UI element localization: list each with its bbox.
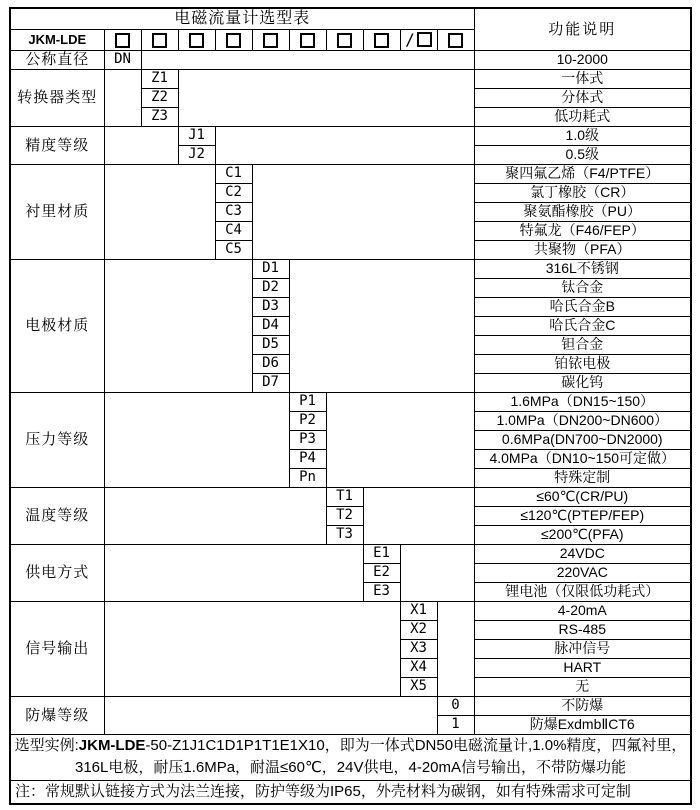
empty-cell [178,69,474,126]
desc-cell: 一体式 [474,69,691,88]
checkbox-cell-temperature [326,29,363,50]
label-explosion-proof: 防爆等级 [10,696,104,734]
code-cell: 0 [437,696,474,715]
code-cell: D3 [252,297,289,316]
desc-cell: 特殊定制 [474,468,691,487]
desc-cell: 共聚物（PFA） [474,240,691,259]
code-cell: T1 [326,487,363,506]
desc-cell: 1.0级 [474,126,691,145]
desc-cell: 4.0MPa（DN10~150可定做） [474,449,691,468]
example-line2: 316L电极，耐压1.6MPa，耐温≤60℃，24V供电，4-20mA信号输出，不带防爆功能 [74,759,627,776]
code-cell: C2 [215,183,252,202]
desc-cell: 1.6MPa（DN15~150） [474,392,691,411]
code-cell: P4 [289,449,326,468]
empty-cell [104,544,363,601]
example-model-code: JKM-LDE [78,737,146,754]
label-accuracy-class: 精度等级 [10,126,104,164]
desc-cell: 哈氏合金C [474,316,691,335]
code-cell: X1 [400,601,437,620]
desc-cell: 氯丁橡胶（CR） [474,183,691,202]
selection-example [10,734,691,780]
flowmeter-selection-table [9,7,692,805]
checkbox-icon [115,33,130,48]
desc-cell: 特氟龙（F46/FEP） [474,221,691,240]
empty-cell [104,259,252,392]
code-cell: C3 [215,202,252,221]
desc-cell: 24VDC [474,544,691,563]
label-lining-material: 衬里材质 [10,164,104,259]
code-cell: C5 [215,240,252,259]
code-cell: T3 [326,525,363,544]
slash-separator: / [405,30,415,50]
code-cell: J1 [178,126,215,145]
desc-cell: 低功耗式 [474,107,691,126]
model-prefix: JKM-LDE [10,29,104,50]
empty-cell [363,487,474,544]
empty-cell [252,164,474,259]
desc-cell: 脉冲信号 [474,639,691,658]
example-line1: -50-Z1J1C1D1P1T1E1X10，即为一体式DN50电磁流量计,1.0%精度，四氟衬里， [145,737,687,754]
empty-cell [104,126,178,164]
code-cell: P2 [289,411,326,430]
code-cell: C4 [215,221,252,240]
code-cell: Z2 [141,88,178,107]
checkbox-cell-lining [215,29,252,50]
code-cell: Z3 [141,107,178,126]
empty-cell [104,696,437,734]
desc-cell: 防爆ExdmbⅡCT6 [474,715,691,734]
empty-cell [141,50,474,69]
code-cell: X5 [400,677,437,696]
desc-cell: 碳化钨 [474,373,691,392]
empty-cell [104,487,326,544]
checkbox-icon [417,32,432,47]
desc-cell: ≤200℃(PFA) [474,525,691,544]
checkbox-icon [448,33,463,48]
code-cell: D4 [252,316,289,335]
desc-cell: 聚氨酯橡胶（PU） [474,202,691,221]
checkbox-cell-dn [104,29,141,50]
checkbox-icon [337,33,352,48]
empty-cell [437,601,474,696]
empty-cell [104,69,141,126]
empty-cell [289,259,474,392]
code-cell: E1 [363,544,400,563]
empty-cell [215,126,474,164]
empty-cell [400,544,474,601]
checkbox-icon [374,33,389,48]
checkbox-icon [152,33,167,48]
desc-cell: ≤60℃(CR/PU) [474,487,691,506]
checkbox-cell-signal [400,29,437,50]
empty-cell [104,164,215,259]
label-nominal-diameter: 公称直径 [10,50,104,69]
code-cell: P1 [289,392,326,411]
code-cell: X3 [400,639,437,658]
code-cell: E2 [363,563,400,582]
checkbox-icon [226,33,241,48]
empty-cell [104,601,400,696]
code-cell: E3 [363,582,400,601]
desc-cell: 锂电池（仅限低功耗式） [474,582,691,601]
code-cell: D2 [252,278,289,297]
label-temperature-rating: 温度等级 [10,487,104,544]
code-cell: D6 [252,354,289,373]
desc-cell: 4-20mA [474,601,691,620]
desc-cell: 铂铱电极 [474,354,691,373]
desc-cell: 钛合金 [474,278,691,297]
code-cell: P3 [289,430,326,449]
code-cell: DN [104,50,141,69]
footnote: 注：常规默认链接方式为法兰连接，防护等级为IP65，外壳材料为碳钢，如有特殊需求可定制 [10,780,691,804]
code-cell: C1 [215,164,252,183]
code-cell: X4 [400,658,437,677]
checkbox-cell-converter [141,29,178,50]
label-pressure-rating: 压力等级 [10,392,104,487]
desc-cell: ≤120℃(PTEP/FEP) [474,506,691,525]
desc-cell: 不防爆 [474,696,691,715]
code-cell: X2 [400,620,437,639]
desc-cell: 10-2000 [474,50,691,69]
desc-cell: 哈氏合金B [474,297,691,316]
desc-cell: 220VAC [474,563,691,582]
desc-cell: RS-485 [474,620,691,639]
desc-cell: 316L不锈钢 [474,259,691,278]
code-cell: J2 [178,145,215,164]
label-converter-type: 转换器类型 [10,69,104,126]
code-cell: D5 [252,335,289,354]
code-cell: 1 [437,715,474,734]
desc-cell: 0.6MPa(DN700~DN2000) [474,430,691,449]
desc-cell: 聚四氟乙烯（F4/PTFE） [474,164,691,183]
checkbox-cell-electrode [252,29,289,50]
checkbox-icon [300,33,315,48]
empty-cell [104,392,289,487]
desc-cell: 无 [474,677,691,696]
desc-cell: 分体式 [474,88,691,107]
code-cell: T2 [326,506,363,525]
label-electrode-material: 电极材质 [10,259,104,392]
checkbox-cell-accuracy [178,29,215,50]
function-description-header: 功能说明 [474,8,691,50]
code-cell: D7 [252,373,289,392]
checkbox-icon [263,33,278,48]
code-cell: D1 [252,259,289,278]
code-cell: Pn [289,468,326,487]
label-power-supply: 供电方式 [10,544,104,601]
page-title: 电磁流量计选型表 [10,8,474,29]
desc-cell: 1.0MPa（DN200~DN600） [474,411,691,430]
label-signal-output: 信号输出 [10,601,104,696]
desc-cell: HART [474,658,691,677]
checkbox-cell-explosion [437,29,474,50]
checkbox-cell-pressure [289,29,326,50]
example-prefix: 选型实例: [14,737,79,754]
checkbox-icon [189,33,204,48]
desc-cell: 钽合金 [474,335,691,354]
desc-cell: 0.5级 [474,145,691,164]
empty-cell [326,392,474,487]
code-cell: Z1 [141,69,178,88]
checkbox-cell-power [363,29,400,50]
